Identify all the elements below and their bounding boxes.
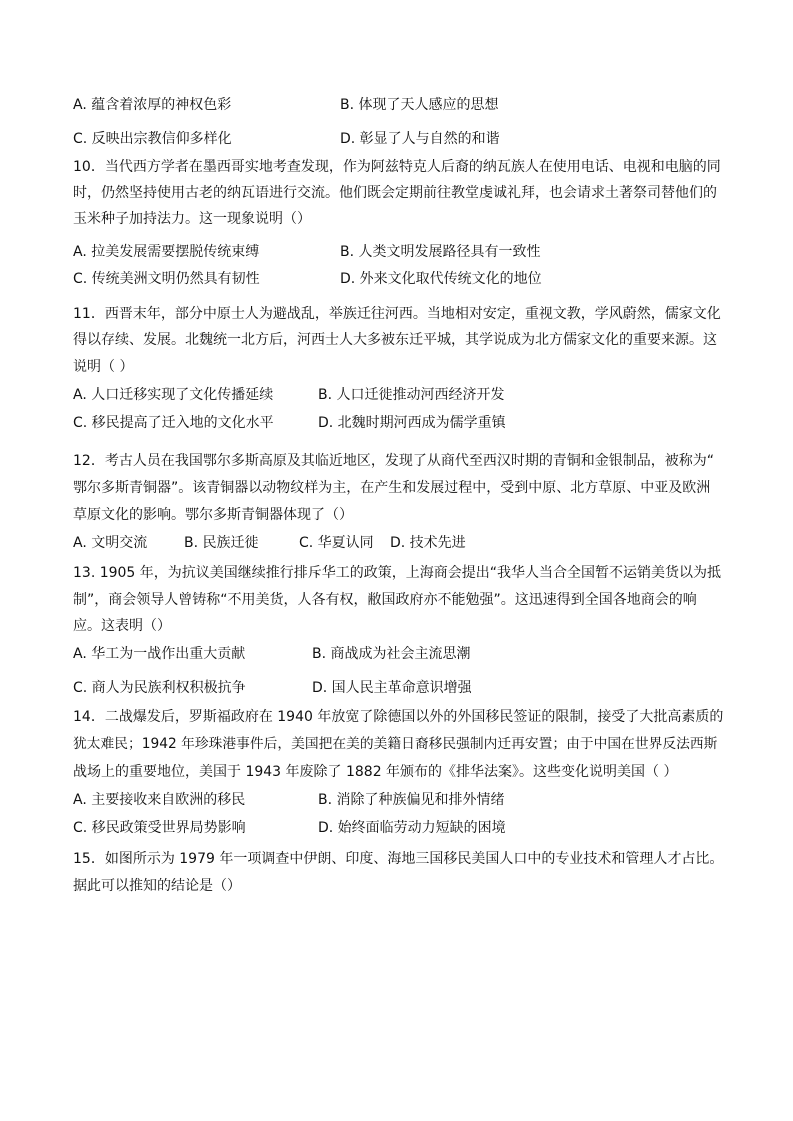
q12-option-a[interactable]: A. 文明交流 [73,535,148,551]
q9-option-b[interactable]: B. 体现了天人感应的思想 [340,97,499,113]
q11-stem-line-2: 得以存续、发展。北魏统一北方后，河西士人大多被东迁平城，其学说成为北方儒家文化的重要来源。这 [73,332,717,348]
q12-option-d[interactable]: D. 技术先进 [390,535,466,551]
q11-stem-line-1: 11．西晋末年，部分中原士人为避战乱，举族迁往河西。当地相对安定，重视文教，学风蔚然，儒家文化 [73,306,721,322]
q14-stem-line-2: 犹太难民；1942 年珍珠港事件后，美国把在美的美籍日裔移民强制内迁再安置；由于中国在世界反法西斯 [73,736,718,752]
q9-option-d[interactable]: D. 彰显了人与自然的和谐 [340,131,500,147]
q11-option-c[interactable]: C. 移民提高了迁入地的文化水平 [73,415,274,431]
q12-option-b[interactable]: B. 民族迁徙 [184,535,259,551]
q13-stem-line-1: 13. 1905 年，为抗议美国继续推行排斥华工的政策，上海商会提出“我华人当合全国暂不运销美货以为抵 [73,565,722,581]
q12-stem-line-1: 12．考古人员在我国鄂尔多斯高原及其临近地区，发现了从商代至西汉时期的青铜和金银制品，被称为“ [73,453,715,469]
q9-option-c[interactable]: C. 反映出宗教信仰多样化 [73,131,232,147]
q10-option-c[interactable]: C. 传统美洲文明仍然具有韧性 [73,271,260,287]
q14-option-d[interactable]: D. 始终面临劳动力短缺的困境 [318,820,506,836]
q13-option-b[interactable]: B. 商战成为社会主流思潮 [312,646,471,662]
q13-option-a[interactable]: A. 华工为一战作出重大贡献 [73,646,246,662]
q13-option-d[interactable]: D. 国人民主革命意识增强 [312,680,472,696]
q14-stem-line-3: 战场上的重要地位，美国于 1943 年废除了 1882 年颁布的《排华法案》。这些变化说明美国（ ） [73,764,678,780]
q12-stem-line-3: 草原文化的影响。鄂尔多斯青铜器体现了（） [73,507,353,523]
q10-option-a[interactable]: A. 拉美发展需要摆脱传统束缚 [73,244,260,260]
q13-stem-line-3: 应。这表明（） [73,618,171,634]
q12-option-c[interactable]: C. 华夏认同 [299,535,374,551]
q11-stem-line-3: 说明（ ） [73,359,134,375]
q14-stem-line-1: 14．二战爆发后，罗斯福政府在 1940 年放宽了除德国以外的外国移民签证的限制，接受了大批高素质的 [73,709,724,725]
q10-option-b[interactable]: B. 人类文明发展路径具有一致性 [340,244,541,260]
q14-option-b[interactable]: B. 消除了种族偏见和排外情绪 [318,792,505,808]
q11-option-b[interactable]: B. 人口迁徙推动河西经济开发 [318,387,505,403]
q13-option-c[interactable]: C. 商人为民族利权积极抗争 [73,680,246,696]
q11-option-d[interactable]: D. 北魏时期河西成为儒学重镇 [318,415,506,431]
q15-stem-line-2: 据此可以推知的结论是（） [73,878,241,894]
q10-stem-line-2: 时，仍然坚持使用古老的纳瓦语进行交流。他们既会定期前往教堂虔诚礼拜，也会请求土著祭司替他们的 [73,185,717,201]
q10-stem-line-1: 10．当代西方学者在墨西哥实地考查发现，作为阿兹特克人后裔的纳瓦族人在使用电话、电视和电脑的同 [73,159,721,175]
q14-option-a[interactable]: A. 主要接收来自欧洲的移民 [73,792,246,808]
q10-stem-line-3: 玉米种子加持法力。这一现象说明（） [73,211,311,227]
q9-option-a[interactable]: A. 蕴含着浓厚的神权色彩 [73,97,232,113]
q15-stem-line-1: 15．如图所示为 1979 年一项调查中伊朗、印度、海地三国移民美国人口中的专业技术和管理人才占比。 [73,851,724,867]
q11-option-a[interactable]: A. 人口迁移实现了文化传播延续 [73,387,274,403]
q14-option-c[interactable]: C. 移民政策受世界局势影响 [73,820,246,836]
q13-stem-line-2: 制”，商会领导人曾铸称“不用美货，人各有权，敝国政府亦不能勉强”。这迅速得到全国各地商会的响 [73,592,697,608]
q12-stem-line-2: 鄂尔多斯青铜器”。该青铜器以动物纹样为主，在产生和发展过程中，受到中原、北方草原、中亚及欧洲 [73,480,711,496]
q10-option-d[interactable]: D. 外来文化取代传统文化的地位 [340,271,542,287]
